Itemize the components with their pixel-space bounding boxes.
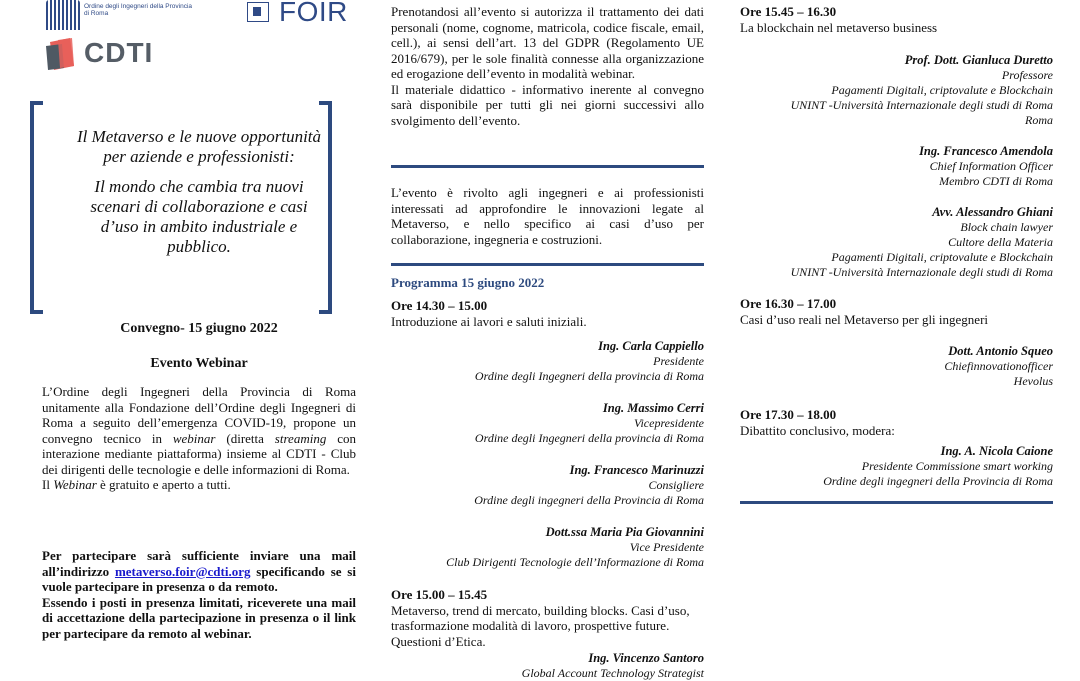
slot-1-time: Ore 14.30 – 15.00: [391, 298, 488, 313]
foir-mark-icon: [247, 2, 269, 22]
intro-paragraph-1: L’Ordine degli Ingegneri della Provincia di Roma unitamente alla Fondazione dell’Ordine degli Ingegneri di Roma a seguito dell’emergenza COVID-19, propone un convegno tecnico in webinar (diretta streaming con interazione mediante piattaforma) insieme al CDTI - Club dei dirigenti delle tecnologie e delle informazioni di Roma.: [42, 384, 356, 477]
slot-5-topic: Dibattito conclusivo, modera:: [740, 422, 895, 438]
speaker-caione: Ing. A. Nicola Caione Presidente Commissione smart working Ordine degli ingegneri della Provincia di Roma: [823, 444, 1053, 488]
ordine-logo-text: Ordine degli Ingegneri della Provincia di Roma: [84, 3, 193, 17]
slot-1-topic: Introduzione ai lavori e saluti iniziali.: [391, 313, 587, 329]
intro-paragraph-2: Il Webinar è gratuito e aperto a tutti.: [42, 477, 231, 492]
intro-text: [42, 384, 356, 493]
foir-logo-text: FOIR: [279, 0, 348, 27]
speaker-squeo: Dott. Antonio Squeo Chiefinnovationofficer Hevolus: [944, 344, 1053, 388]
middle-column: [391, 0, 704, 680]
programma-title: Programma 15 giugno 2022: [391, 275, 545, 290]
event-title: [42, 127, 356, 267]
cdti-logo-text: CDTI: [84, 37, 154, 68]
speaker-cappiello: Ing. Carla Cappiello Presidente Ordine degli Ingegneri della provincia di Roma: [474, 339, 704, 383]
slot-3-topic: La blockchain nel metaverso business: [740, 19, 938, 35]
audience-paragraph: L’evento è rivolto agli ingegneri e ai professionisti interessati ad approfondire le innovazioni legate al Metaverso, e nello specifico ai casi d’uso per collaborazione, ingegneria e costruzioni.: [391, 185, 704, 247]
slot-4-time: Ore 16.30 – 17.00: [740, 296, 837, 311]
registration-paragraph-2: Essendo i posti in presenza limitati, riceverete una mail di accettazione della partecipazione in presenza o il link per partecipare da remoto al webinar.: [42, 594, 356, 641]
right-column: [740, 0, 1053, 675]
title-line-1: Il Metaverso e le nuove opportunità per aziende e professionisti:: [76, 127, 322, 166]
left-column: [42, 0, 356, 675]
slot-3-time: Ore 15.45 – 16.30: [740, 4, 837, 19]
evento-webinar-heading: Evento Webinar: [150, 356, 248, 371]
foir-logo: [247, 0, 357, 26]
convegno-date: Convegno- 15 giugno 2022: [120, 321, 278, 336]
slot-2-time: Ore 15.00 – 15.45: [391, 587, 488, 602]
speaker-cerri: Ing. Massimo Cerri Vicepresidente Ordine degli Ingegneri della provincia di Roma: [474, 401, 704, 445]
speaker-ghiani: Avv. Alessandro Ghiani Block chain lawyer Cultore della Materia Pagamenti Digitali, criptovalute e Blockchain UNINT -Università Internazionale degli studi di Roma: [790, 205, 1053, 279]
privacy-paragraph-2: Il materiale didattico - informativo inerente al convegno sarà disponibile per tutti gli nei giorni successivi allo svolgimento dell’evento.: [391, 81, 704, 128]
speaker-giovannini: Dott.ssa Maria Pia Giovannini Vice Presidente Club Dirigenti Tecnologie dell’Informazione di Roma: [446, 525, 704, 569]
slot-2: [391, 587, 704, 681]
building-columns-icon: [46, 0, 80, 30]
slot-5: [740, 407, 1053, 489]
speaker-santoro: Ing. Vincenzo Santoro Global Account Technology Strategist: [521, 651, 704, 680]
slot-4-topic: Casi d’uso reali nel Metaverso per gli ingegneri: [740, 311, 989, 327]
slot-2-topic: Metaverso, trend di mercato, building blocks. Casi d’uso, trasformazione modalità di lavoro, prospettive future. Questioni d’Etica.: [391, 602, 690, 649]
slot-3: [740, 4, 1053, 280]
registration-paragraph-1: Per partecipare sarà sufficiente inviare una mail all’indirizzo metaverso.foir@cdti.org specificando se si vuole partecipare in presenza o da remoto.: [42, 548, 356, 594]
ordine-ingegneri-logo: [46, 0, 193, 32]
title-line-2: Il mondo che cambia tra nuovi scenari di collaborazione e casi d’uso in ambito industriale e pubblico.: [90, 177, 308, 256]
audience-text: [391, 185, 704, 247]
cdti-mark-icon: [44, 36, 76, 72]
slot-1: [391, 298, 704, 570]
slot-4: [740, 296, 1053, 389]
divider-2: [391, 263, 704, 266]
email-link[interactable]: metaverso.foir@cdti.org: [114, 563, 251, 579]
registration-text: [42, 548, 356, 641]
divider-1: [391, 165, 704, 168]
speaker-duretto: Prof. Dott. Gianluca Duretto Professore Pagamenti Digitali, criptovalute e Blockchain UNINT -Università Internazionale degli studi di Roma Roma: [790, 53, 1053, 127]
privacy-text: [391, 4, 704, 128]
divider-3: [740, 501, 1053, 504]
cdti-logo: [44, 36, 164, 74]
privacy-paragraph-1: Prenotandosi all’evento si autorizza il trattamento dei dati personali (nome, cognome, matricola, codice fiscale, email, cell.), ai sensi dell’art. 13 del GDPR (Regolamento UE 2016/679), per le sole finalità connesse alla organizzazione ed erogazione dell’evento in modalità webinar.: [391, 4, 704, 81]
speaker-marinuzzi: Ing. Francesco Marinuzzi Consigliere Ordine degli ingegneri della Provincia di Roma: [474, 463, 704, 507]
speaker-amendola: Ing. Francesco Amendola Chief Information Officer Membro CDTI di Roma: [919, 144, 1053, 188]
slot-5-time: Ore 17.30 – 18.00: [740, 407, 837, 422]
